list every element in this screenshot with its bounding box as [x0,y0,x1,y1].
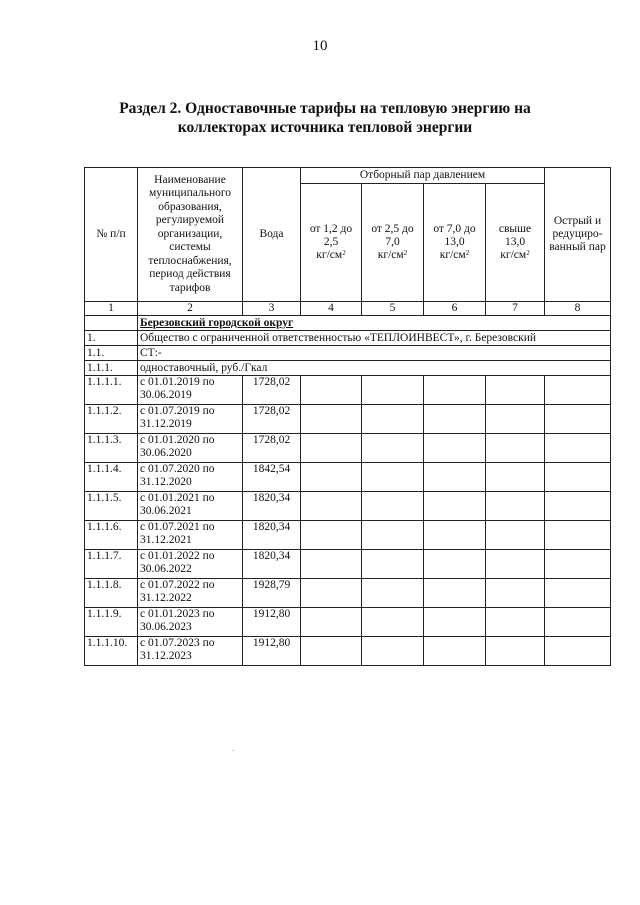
pressure-unit-power: 2 [465,249,470,257]
system-num: 1.1. [85,346,138,361]
steam-13-value [486,579,545,608]
tariff-type-num: 1.1.1. [85,361,138,376]
row-number: 1.1.1.7. [85,550,138,579]
steam-2-5-value [362,550,424,579]
header-steam-group: Отборный пар давлением [301,168,545,184]
steam-1-2-value [301,579,362,608]
acute-steam-value [545,637,611,666]
pressure-range: свыше 13,0 [498,223,532,248]
tariff-type-name: одноставочный, руб./Гкал [138,361,611,376]
steam-7-0-value [424,405,486,434]
steam-13-value [486,463,545,492]
table-row [85,376,611,405]
steam-1-2-value [301,550,362,579]
acute-steam-value [545,608,611,637]
column-number: 6 [424,302,486,316]
pressure-unit-power: 2 [342,249,346,257]
steam-7-0-value [424,608,486,637]
table-row [85,637,611,666]
column-number: 3 [243,302,301,316]
table-row [85,463,611,492]
tariff-table [84,167,611,666]
row-number: 1.1.1.6. [85,521,138,550]
tariff-period: с 01.07.2022 по 31.12.2022 [138,579,243,608]
water-tariff-value: 1728,02 [243,434,301,463]
organization-num: 1. [85,331,138,346]
pressure-unit: кг/см [500,249,527,261]
steam-7-0-value [424,376,486,405]
steam-7-0-value [424,550,486,579]
table-row [85,579,611,608]
water-tariff-value: 1928,79 [243,579,301,608]
steam-13-value [486,550,545,579]
tariff-period: с 01.07.2023 по 31.12.2023 [138,637,243,666]
steam-1-2-value [301,492,362,521]
header-num: № п/п [85,168,138,302]
organization-name: Общество с ограниченной ответственностью «ТЕПЛОИНВЕСТ», г. Березовский [138,331,611,346]
system-name: СТ:- [138,346,611,361]
header-pressure-4 [486,184,545,302]
steam-1-2-value [301,463,362,492]
header-name: Наименование муниципального образования, регулируемой организации, системы теплоснабжения, период действия тарифов [138,168,243,302]
steam-13-value [486,434,545,463]
pressure-unit: кг/см [377,249,404,261]
steam-7-0-value [424,492,486,521]
steam-13-value [486,492,545,521]
steam-7-0-value [424,579,486,608]
steam-13-value [486,608,545,637]
water-tariff-value: 1728,02 [243,405,301,434]
row-number: 1.1.1.8. [85,579,138,608]
pressure-range: от 1,2 до 2,5 [309,223,353,248]
organization-row [85,331,611,346]
tariff-period: с 01.01.2021 по 30.06.2021 [138,492,243,521]
row-number: 1.1.1.4. [85,463,138,492]
steam-7-0-value [424,521,486,550]
tariff-period: с 01.01.2022 по 30.06.2022 [138,550,243,579]
water-tariff-value: 1912,80 [243,637,301,666]
table-row [85,492,611,521]
water-tariff-value: 1728,02 [243,376,301,405]
header-pressure-3 [424,184,486,302]
acute-steam-value [545,434,611,463]
pressure-range: от 7,0 до 13,0 [433,223,476,248]
row-number: 1.1.1.5. [85,492,138,521]
page-number: 10 [312,38,328,54]
column-numbers-row [85,302,611,316]
steam-13-value [486,405,545,434]
row-number: 1.1.1.1. [85,376,138,405]
tariff-period: с 01.07.2019 по 31.12.2019 [138,405,243,434]
water-tariff-value: 1842,54 [243,463,301,492]
water-tariff-value: 1912,80 [243,608,301,637]
steam-2-5-value [362,608,424,637]
row-number: 1.1.1.3. [85,434,138,463]
steam-2-5-value [362,405,424,434]
steam-13-value [486,521,545,550]
header-acute-steam: Острый и редуциро-ванный пар [545,168,611,302]
steam-7-0-value [424,434,486,463]
table-row [85,521,611,550]
water-tariff-value: 1820,34 [243,521,301,550]
steam-2-5-value [362,637,424,666]
acute-steam-value [545,579,611,608]
steam-1-2-value [301,637,362,666]
steam-1-2-value [301,376,362,405]
steam-1-2-value [301,405,362,434]
column-number: 1 [85,302,138,316]
water-tariff-value: 1820,34 [243,550,301,579]
steam-2-5-value [362,376,424,405]
steam-1-2-value [301,521,362,550]
steam-13-value [486,637,545,666]
tariff-period: с 01.01.2020 по 30.06.2020 [138,434,243,463]
steam-7-0-value [424,463,486,492]
acute-steam-value [545,463,611,492]
column-number: 4 [301,302,362,316]
table-row [85,608,611,637]
tariff-type-row [85,361,611,376]
system-row [85,346,611,361]
tariff-period: с 01.01.2019 по 30.06.2019 [138,376,243,405]
steam-2-5-value [362,492,424,521]
pressure-unit-power: 2 [403,249,408,257]
steam-1-2-value [301,434,362,463]
row-number: 1.1.1.10. [85,637,138,666]
steam-1-2-value [301,608,362,637]
column-number: 5 [362,302,424,316]
table-row [85,550,611,579]
water-tariff-value: 1820,34 [243,492,301,521]
row-number: 1.1.1.9. [85,608,138,637]
table-row [85,434,611,463]
district-name: Березовский городской округ [140,317,294,329]
header-water: Вода [243,168,301,302]
steam-7-0-value [424,637,486,666]
pressure-unit: кг/см [316,249,343,261]
header-pressure-1 [301,184,362,302]
row-number: 1.1.1.2. [85,405,138,434]
acute-steam-value [545,492,611,521]
district-row [85,316,611,331]
steam-13-value [486,376,545,405]
acute-steam-value [545,405,611,434]
pressure-unit: кг/см [439,249,466,261]
column-number: 7 [486,302,545,316]
steam-2-5-value [362,463,424,492]
tariff-period: с 01.07.2020 по 31.12.2020 [138,463,243,492]
steam-2-5-value [362,579,424,608]
tariff-period: с 01.01.2023 по 30.06.2023 [138,608,243,637]
pressure-unit-power: 2 [526,249,530,257]
steam-2-5-value [362,521,424,550]
pressure-range: от 2,5 до 7,0 [371,223,414,248]
acute-steam-value [545,521,611,550]
section-title: Раздел 2. Одноставочные тарифы на тепловую энергию на коллекторах источника тепловой энергии [119,100,531,136]
scan-speck [232,750,234,751]
acute-steam-value [545,376,611,405]
tariff-data-rows [85,376,611,666]
table-row [85,405,611,434]
header-pressure-2 [362,184,424,302]
steam-2-5-value [362,434,424,463]
column-number: 8 [545,302,611,316]
tariff-period: с 01.07.2021 по 31.12.2021 [138,521,243,550]
acute-steam-value [545,550,611,579]
column-number: 2 [138,302,243,316]
